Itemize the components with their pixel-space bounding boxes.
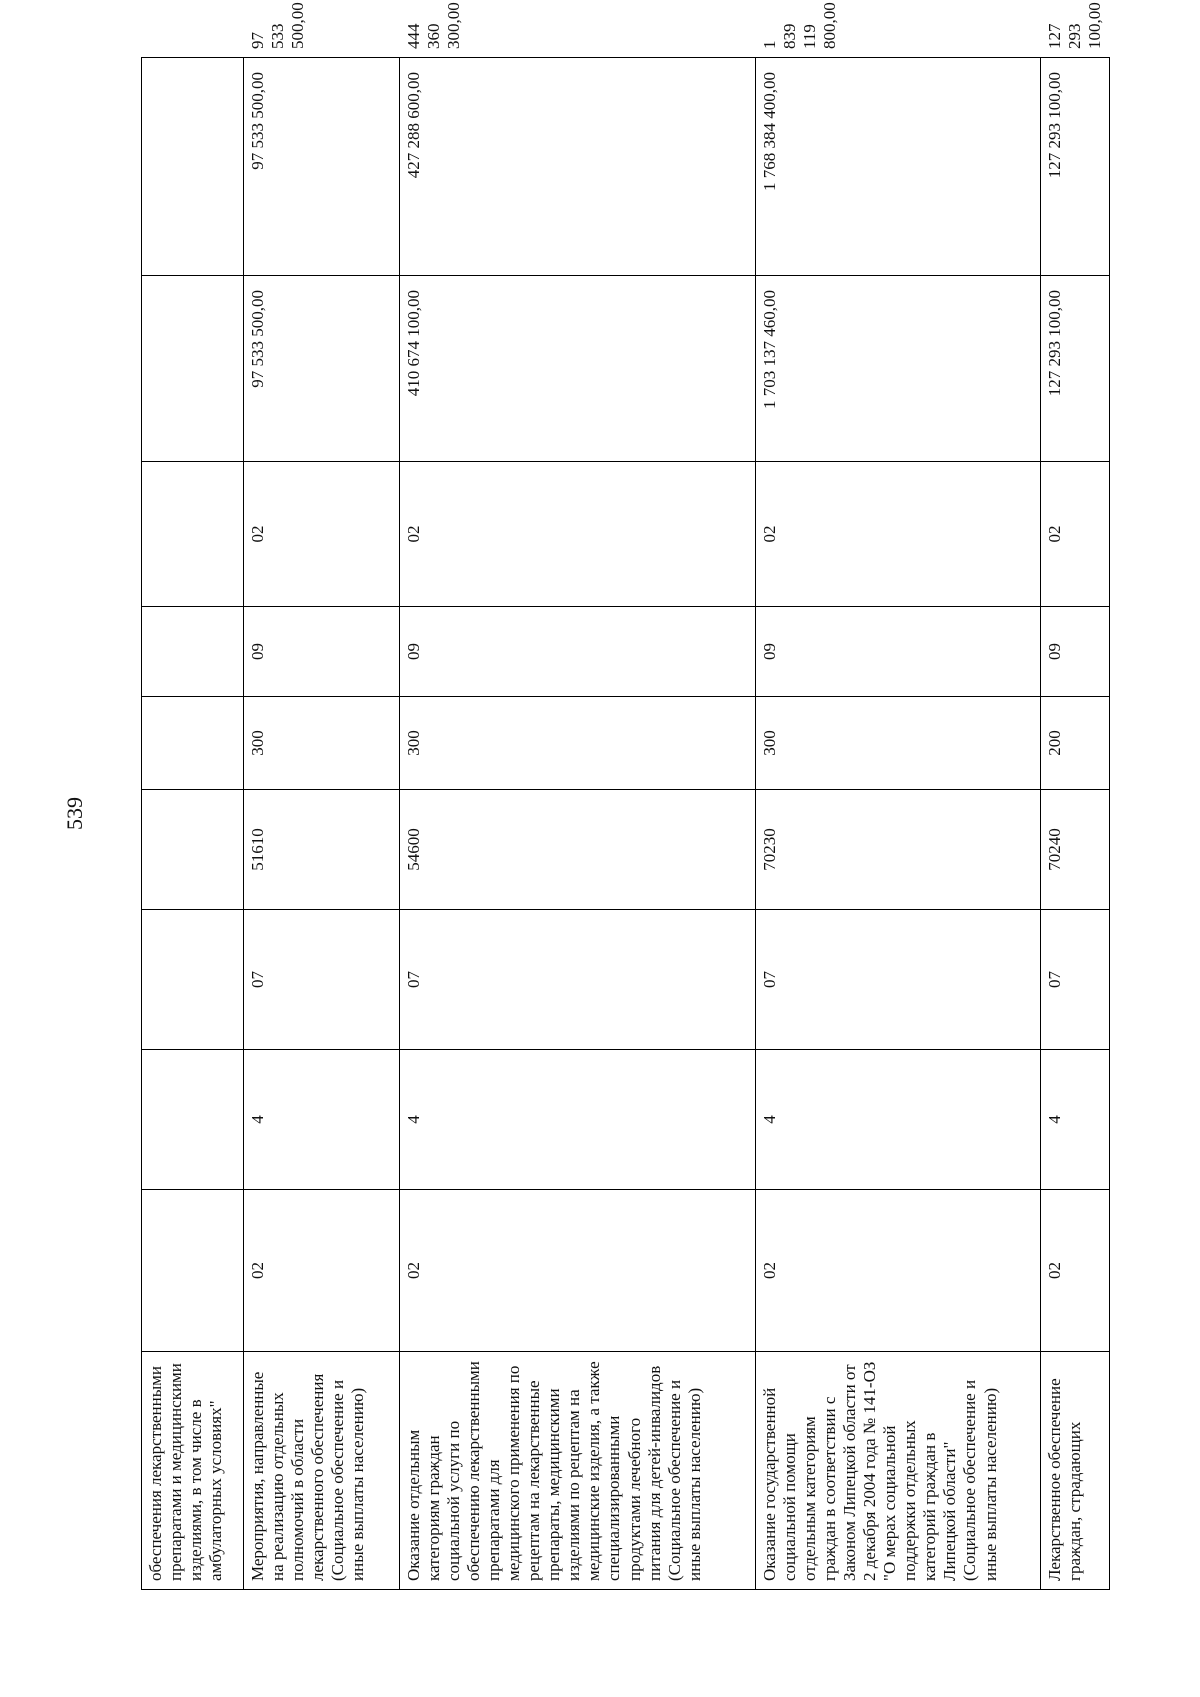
cell-code-6 [142,607,244,697]
table-row: Оказание государственной социальной помощи отдельным категориям граждан в соответствии с Законом Липецкой области от 2 декабря 2004 года № 141-ОЗ "О мерах социальной поддержки отдельных категорий граждан в Липецкой области" (Социальное обеспечение и иные выплаты населению) 02 4 07 70230 300 09 02 1 703 137 460,00 1 768 384 400,00 1 839 119 800,00 [756,58,1041,1590]
cell-code-4: 70230 [756,790,1041,910]
cell-code-3: 07 [1041,910,1110,1050]
cell-code-7: 02 [244,462,400,607]
cell-code-3 [142,910,244,1050]
cell-code-3: 07 [756,910,1041,1050]
table-row: Оказание отдельным категориям граждан социальной услуги по обеспечению лекарственными препаратами для медицинского применения по рецептам на лекарственные препараты, медицинскими изделиями по рецептам на медицинские изделия, а также специализированными продуктами лечебного питания для детей-инвалидов (Социальное обеспечение и иные выплаты населению) 02 4 07 54600 300 09 02 410 674 100,00 427 288 600,00 444 360 300,00 [400,58,756,1590]
cell-sum-1: 97 533 500,00 [244,276,400,462]
cell-code-7: 02 [756,462,1041,607]
cell-sum-2: 427 288 600,00 [400,58,756,276]
table-row: Мероприятия, направленные на реализацию отдельных полномочий в области лекарственного обеспечения (Социальное обеспечение и иные выплаты населению) 02 4 07 51610 300 09 02 97 533 500,00 97 533 500,00 97 533 500,00 [244,58,400,1590]
row-description: Оказание государственной социальной помощи отдельным категориям граждан в соответствии с Законом Липецкой области от 2 декабря 2004 года № 141-ОЗ "О мерах социальной поддержки отдельных категорий граждан в Липецкой области" (Социальное обеспечение и иные выплаты населению) [756,1352,1041,1590]
cell-code-4: 51610 [244,790,400,910]
cell-sum-2: 97 533 500,00 [244,58,400,276]
cell-code-1: 02 [244,1190,400,1352]
cell-code-2: 4 [244,1050,400,1190]
cell-sum-1: 1 703 137 460,00 [756,276,1041,462]
cell-code-7: 02 [1041,462,1110,607]
cell-code-5 [142,697,244,790]
cell-code-1: 02 [756,1190,1041,1352]
cell-sum-1 [142,276,244,462]
cell-sum-2: 127 293 100,00 [1041,58,1110,276]
cell-code-4: 70240 [1041,790,1110,910]
cell-code-1: 02 [1041,1190,1110,1352]
cell-code-4 [142,790,244,910]
budget-table-container [141,2,1105,1590]
cell-code-5: 200 [1041,697,1110,790]
page-number: 539 [62,797,87,830]
cell-code-5: 300 [400,697,756,790]
cell-code-2: 4 [400,1050,756,1190]
cell-code-1 [142,1190,244,1352]
cell-sum-2: 1 768 384 400,00 [756,58,1041,276]
cell-code-7 [142,462,244,607]
cell-code-6: 09 [244,607,400,697]
row-description: Лекарственное обеспечение граждан, страдающих [1041,1352,1110,1590]
cell-sum-2 [142,58,244,276]
cell-code-2: 4 [1041,1050,1110,1190]
table-row [142,58,244,1590]
cell-sum-1: 410 674 100,00 [400,276,756,462]
cell-code-2 [142,1050,244,1190]
cell-code-2: 4 [756,1050,1041,1190]
row-description: Оказание отдельным категориям граждан социальной услуги по обеспечению лекарственными препаратами для медицинского применения по рецептам на лекарственные препараты, медицинскими изделиями по рецептам на медицинские изделия, а также специализированными продуктами лечебного питания для детей-инвалидов (Социальное обеспечение и иные выплаты населению) [400,1352,756,1590]
cell-code-3: 07 [400,910,756,1050]
budget-table [141,2,1110,1590]
cell-code-1: 02 [400,1190,756,1352]
row-description: обеспечения лекарственными препаратами и медицинскими изделиями, в том числе в амбулаторных условиях" [142,1352,244,1590]
cell-code-4: 54600 [400,790,756,910]
cell-code-6: 09 [400,607,756,697]
cell-code-5: 300 [756,697,1041,790]
table-row: Лекарственное обеспечение граждан, страдающих 02 4 07 70240 200 09 02 127 293 100,00 127 293 100,00 127 293 100,00 [1041,58,1110,1590]
row-description: Мероприятия, направленные на реализацию отдельных полномочий в области лекарственного обеспечения (Социальное обеспечение и иные выплаты населению) [244,1352,400,1590]
cell-code-6: 09 [1041,607,1110,697]
cell-code-6: 09 [756,607,1041,697]
cell-sum-1: 127 293 100,00 [1041,276,1110,462]
cell-code-7: 02 [400,462,756,607]
cell-code-3: 07 [244,910,400,1050]
cell-code-5: 300 [244,697,400,790]
